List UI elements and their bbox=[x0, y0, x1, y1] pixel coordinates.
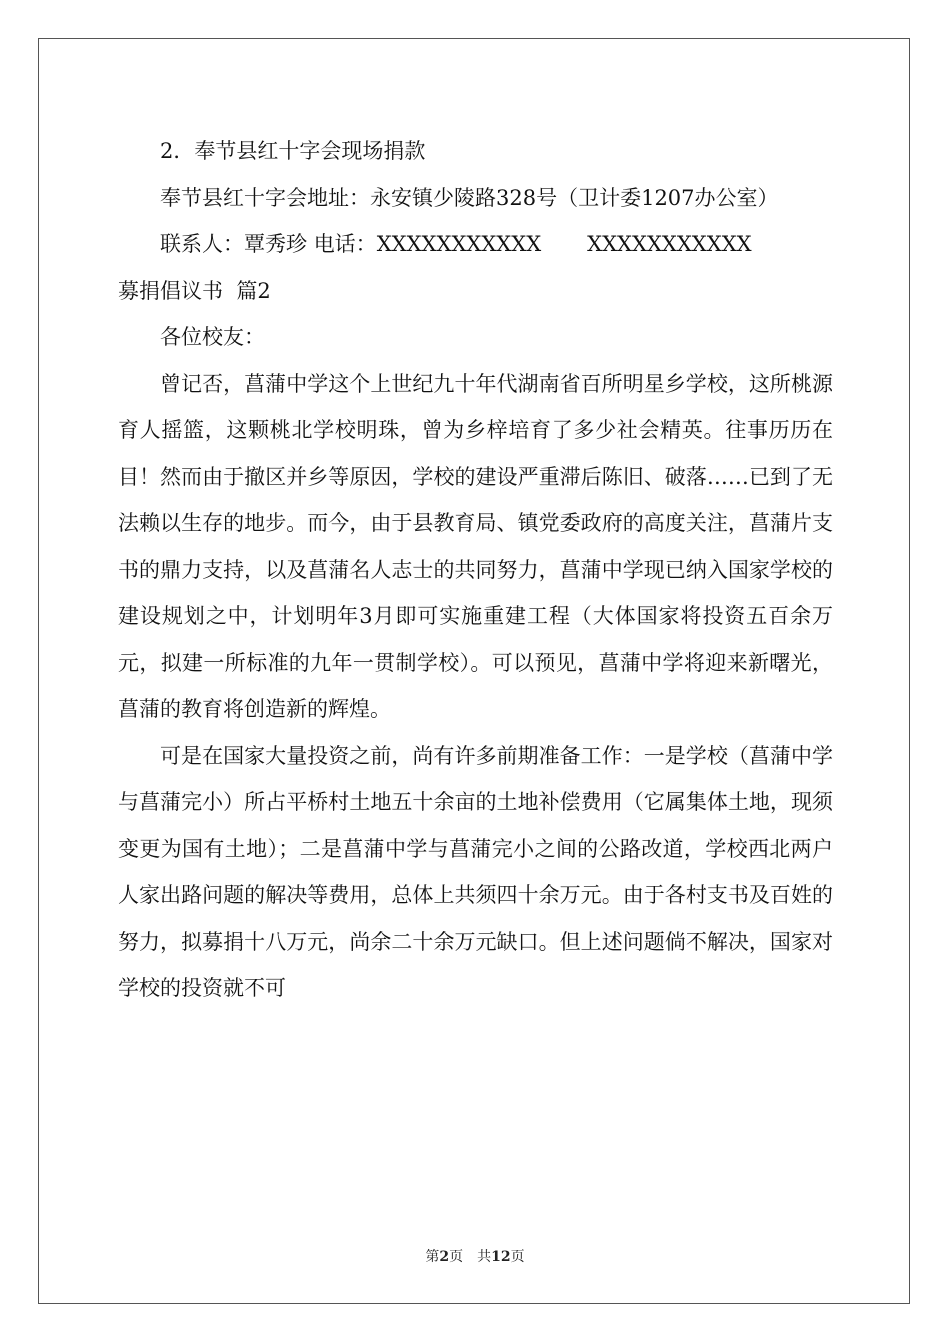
footer-page-number: 2 bbox=[439, 1249, 450, 1265]
page-footer bbox=[0, 1246, 950, 1266]
phone-number-1: XXXXXXXXXXX bbox=[376, 232, 542, 256]
donation-method-heading: 2．奉节县红十字会现场捐款 bbox=[160, 139, 426, 163]
body-paragraph-2: 可是在国家大量投资之前，尚有许多前期准备工作：一是学校（菖蒲中学与菖蒲完小）所占平桥村土地五十余亩的土地补偿费用（它属集体土地，现须变更为国有土地）；二是菖蒲中学与菖蒲完小之间的公路改道，学校西北两户人家出路问题的解决等费用，总体上共须四十余万元。由于各村支书及百姓的努力，拟募捐十八万元，尚余二十余万元缺口。但上述问题倘不解决，国家对学校的投资就不可 bbox=[118, 743, 833, 1000]
footer-total-pages: 12 bbox=[491, 1249, 511, 1265]
section-title: 募捐倡议书 篇2 bbox=[118, 278, 271, 303]
salutation: 各位校友： bbox=[160, 325, 265, 349]
phone-label: 电话： bbox=[313, 232, 377, 256]
contact-person: 联系人：覃秀珍 bbox=[160, 232, 307, 256]
footer-mid: 页 共 bbox=[449, 1249, 492, 1265]
contact-line bbox=[118, 221, 833, 268]
document-body bbox=[118, 128, 833, 1012]
address-paragraph: 奉节县红十字会地址：永安镇少陵路328号（卫计委1207办公室） bbox=[160, 185, 779, 210]
footer-prefix: 第 bbox=[425, 1249, 440, 1265]
phone-number-2: XXXXXXXXXXX bbox=[587, 232, 752, 256]
footer-suffix: 页 bbox=[510, 1249, 525, 1265]
body-paragraph-1: 曾记否，菖蒲中学这个上世纪九十年代湖南省百所明星乡学校，这所桃源育人摇篮，这颗桃北学校明珠，曾为乡梓培育了多少社会精英。往事历历在目！然而由于撤区并乡等原因，学校的建设严重滞后陈旧、破落……已到了无法赖以生存的地步。而今，由于县教育局、镇党委政府的高度关注，菖蒲片支书的鼎力支持，以及菖蒲名人志士的共同努力，菖蒲中学现已纳入国家学校的建设规划之中，计划明年3月即可实施重建工程（大体国家将投资五百余万元，拟建一所标准的九年一贯制学校）。可以预见，菖蒲中学将迎来新曙光，菖蒲的教育将创造新的辉煌。 bbox=[118, 371, 833, 721]
